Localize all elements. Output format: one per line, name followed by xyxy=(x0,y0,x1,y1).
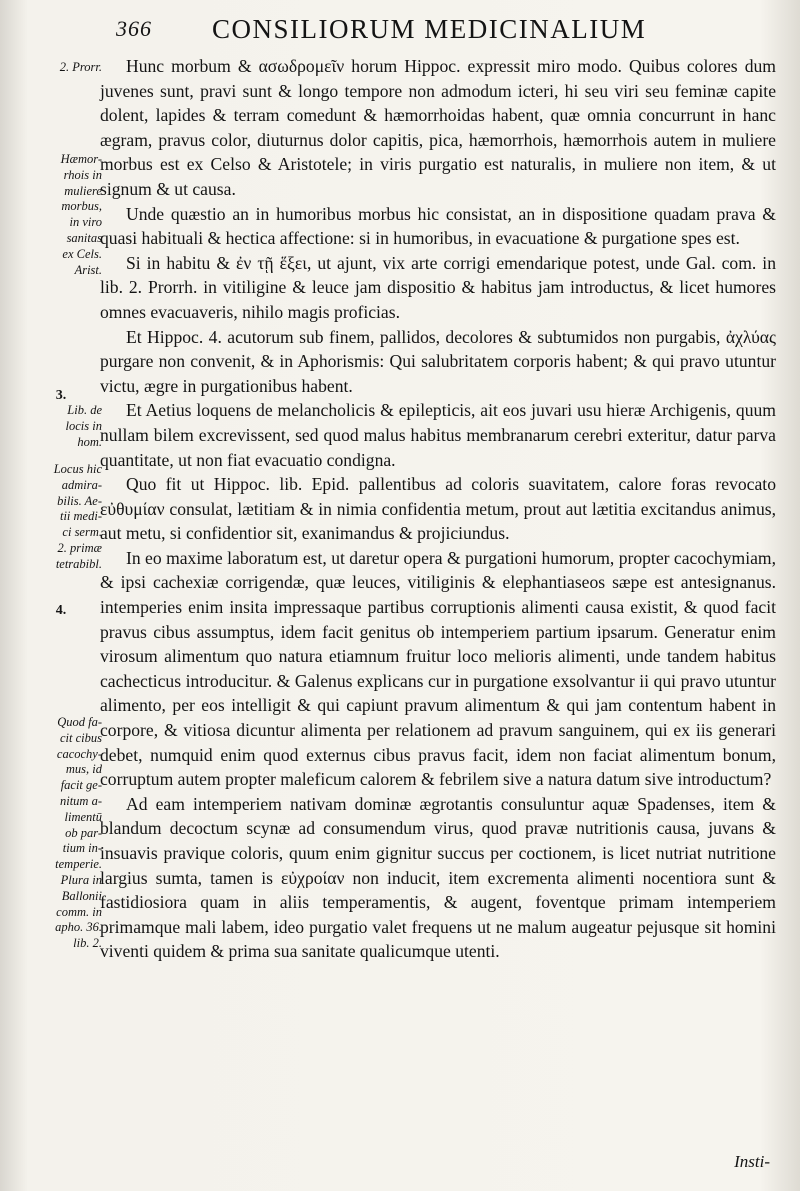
paragraph: In eo maxime laboratum est, ut daretur opera & purgationi humorum, propter cacochymiam, & ipsi cachexiæ corrigendæ, quæ leuces, vitiliginis & elephantiaseos sæpe est antesignanus. intemperies enim insita impressaque partibus corruptionis alimenti causa existit, & quod facit pravus cibus assumptus, idem facit genitus ob intemperiem partium ipsarum. Generatur enim virosum alimentum quo natura etiamnum fruitur loco melioris alimenti, unde tandem habitus cachecticus introducitur. & Galenus explicans cur in purgatione exsolvantur ii qui pravo utuntur alimento, per eos intelligit & qui capiunt pravum alimentum & qui jam contentum habent in corpore, & vitiosa dicuntur alimenta per relationem ad pravum sanguinem, qui ex iis generari debet, numquid enim quod externus cibus pravus facit, idem non faciat alimentum bonum, corruptum autem propter maleficum calorem & febrilem sive a natura datum sive introductum? xyxy=(100,547,776,790)
margin-note: Hæmor- rhois in muliere morbus, in viro sanitas ex Cels. Arist. xyxy=(60,152,102,277)
paragraph: Et Hippoc. 4. acutorum sub finem, pallidos, decolores & subtumidos non purgabis, ἀχλύας purgare non convenit, & in Aphorismis: Qui salubritatem corporis habent; & qui pravo utuntur victu, ægre in purgationibus habent. xyxy=(100,326,776,396)
margin-note: 2. Prorr. xyxy=(59,60,102,74)
paragraph: Et Aetius loquens de melancholicis & epilepticis, ait eos juvari usu hieræ Archigenis, quum nullam bilem excrevissent, sed quod malus habitus membranarum cerebri exteritur, datur parva quantitate, ut non fiat evacuatio condigna. xyxy=(100,400,776,470)
margin-note: Quod fa- cit cibus cacochy- mus, id facit ge- nitum a- limentū ob par- tium in- temperie. Plura in Ballonii comm. in apho. 36. lib. 2. xyxy=(55,715,102,951)
running-head: CONSILIORUM MEDICINALIUM xyxy=(212,14,647,44)
catchword: Insti- xyxy=(734,1152,770,1171)
margin-section-number: 3. xyxy=(55,388,67,403)
margin-note: Locus hic admira- bilis. Ae- tii medi- ci serm. 2. primæ tetrabibl. xyxy=(53,462,102,571)
page-header xyxy=(0,14,800,50)
main-text xyxy=(100,54,776,964)
paragraph: Si in habitu & ἐν τῇ ἕξει, ut ajunt, vix arte corrigi emendarique potest, unde Gal. com. in lib. 2. Prorrh. in vitiligine & leuce jam dispositio & habitus jam introductus, & licet humores omnes evacuaveris, nihilo magis proficias. xyxy=(100,252,776,322)
paragraph: Hunc morbum & ασωδρομεῖν horum Hippoc. expressit miro modo. Quibus colores dum juvenes sunt, pravi sunt & longo tempore non admodum icteri, hi seu viri seu feminæ capite dolent, lapides & terram comedunt & hæmorrhoidas habent, quæ omnia concurrunt in hanc ægram, pravus color, diuturnus dolor capitis, pica, hæmorrhois, hæmorrhois autem in muliere morbus est ex Celso & Aristotele; in viris purgatio est naturalis, in muliere non item, & ut signum & ut causa. xyxy=(100,56,776,199)
paragraph: Ad eam intemperiem nativam dominæ ægrotantis consuluntur aquæ Spadenses, item & blandum decoctum scynæ ad consumendum virus, quod pravæ nutritionis causa, juvans & insuavis pravique coloris, quum enim gignitur succus per coctionem, is licet nutriat nutritione largius sumta, tamen is εὐχροίαν non inducit, item excrementa alimenti nocentiora sunt & fastidiosiora quam in aliis temperamentis, & augent, foventque primam intemperiem primamque mali labem, ideo purgatio valet frequens ut ne malum augeatur pejusque sit homini viventi quidem & prima sua sanitate qualicumque utenti. xyxy=(100,793,776,962)
margin-section-number: 4. xyxy=(55,603,67,618)
margin-note: Lib. de locis in hom. xyxy=(65,403,102,449)
page-number: 366 xyxy=(116,16,152,41)
paragraph: Quo fit ut Hippoc. lib. Epid. pallentibus ad coloris suavitatem, calore foras revocato εὐθυμίαν consulat, lætitiam & in nimia confidentia metum, prout aut lætitia excitandus animus, aut metu, si confidentior sit, exanimandus & projiciundus. xyxy=(100,474,776,544)
paragraph: Unde quæstio an in humoribus morbus hic consistat, an in dispositione quadam prava & quasi habituali & hectica affectione: si in humoribus, in evacuatione & purgatione spes est. xyxy=(100,203,776,249)
